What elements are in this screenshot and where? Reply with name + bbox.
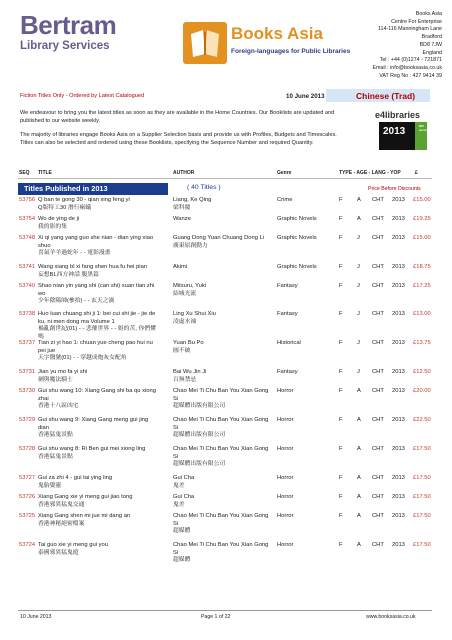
genre: Fantasy: [277, 369, 298, 375]
title-cell: [38, 475, 160, 490]
language: CHT: [372, 264, 384, 270]
type: F: [339, 388, 343, 394]
language: CHT: [372, 235, 384, 241]
type: F: [339, 311, 343, 317]
age: A: [357, 494, 361, 500]
title-chinese: 香港猛鬼景點: [38, 453, 73, 460]
seq-number: 53729: [19, 417, 36, 423]
title-chinese: 香港神秘絕密檔案: [38, 520, 85, 527]
intro-paragraph-1: We endeavour to bring you the latest titles as soon as they are available in the Home Countries. Our Booklists are updated and published to our website weekly.: [20, 110, 335, 124]
price: £13.75: [413, 340, 431, 346]
age: A: [357, 513, 361, 519]
author-cell: [173, 417, 273, 440]
author-romanized: Chao Mei Ti Chu Ban You Xian Gong Si: [173, 513, 269, 527]
col-seq: SEQ: [19, 170, 30, 176]
year-of-publication: 2013: [392, 513, 405, 519]
title-cell: [38, 446, 160, 461]
title-chinese: 鬼胎嬰靈: [38, 482, 62, 489]
address-line: Centre For Enterprise: [391, 18, 442, 25]
title-cell: [38, 197, 160, 212]
address-line: England: [422, 49, 442, 56]
author-romanized: Bai Wu Jin Ji: [173, 369, 207, 375]
price: £22.50: [413, 417, 431, 423]
author-cell: [173, 475, 273, 490]
year-of-publication: 2013: [392, 340, 405, 346]
genre: Horror: [277, 446, 294, 452]
language: CHT: [372, 475, 384, 481]
seq-number: 53756: [19, 197, 36, 203]
title-romanized: Gui shu wang 9: Xiang Gang meng gui jing dian: [38, 417, 149, 431]
author-chinese: 百無禁忌: [173, 376, 197, 383]
price: £17.25: [413, 283, 431, 289]
author-chinese: 鬼差: [173, 501, 185, 508]
genre: Horror: [277, 417, 294, 423]
language: CHT: [372, 311, 384, 317]
type: F: [339, 235, 343, 241]
year-of-publication: 2013: [392, 283, 405, 289]
genre: Horror: [277, 513, 294, 519]
author-romanized: Chao Mei Ti Chu Ban You Xian Gong Si: [173, 388, 269, 402]
title-chinese: Q版特工30 潛行瘋蟻: [38, 204, 92, 211]
author-romanized: Guang Dong Yuan Chuang Dong Li: [173, 235, 265, 241]
age: A: [357, 388, 361, 394]
author-romanized: Liang, Ke Qing: [173, 197, 212, 203]
type: F: [339, 264, 343, 270]
header-divider: [18, 178, 432, 179]
title-chinese: 少年陰陽師(參拾) - - 玄天之渦: [38, 298, 115, 305]
age: A: [357, 197, 361, 203]
year-of-publication: 2013: [392, 311, 405, 317]
booksasia-tagline: Foreign-languages for Public Libraries: [231, 48, 351, 55]
title-cell: [38, 340, 160, 363]
seq-number: 53730: [19, 388, 36, 394]
genre: Crime: [277, 197, 293, 203]
title-romanized: Gui za zhi 4 - gui tai ying ling: [38, 475, 113, 481]
author-cell: [173, 235, 273, 250]
type: F: [339, 417, 343, 423]
title-romanized: Xi qi yang yang guo she nian - dian ying xiao shuo: [38, 235, 154, 249]
author-chinese: 梁科慶: [173, 204, 191, 211]
title-romanized: Gui shu wang 8: Ri Ben gui mei xiong ling: [38, 446, 146, 452]
type: F: [339, 494, 343, 500]
page-number: Page 1 of 22: [201, 614, 231, 620]
footer-date: 10 June 2013: [20, 614, 52, 620]
genre: Historical: [277, 340, 301, 346]
language: CHT: [372, 369, 384, 375]
author-romanized: Gui Cha: [173, 494, 195, 500]
genre: Horror: [277, 494, 294, 500]
address-line: 114-116 Manningham Lane: [377, 26, 442, 33]
age: A: [357, 475, 361, 481]
author-cell: [173, 264, 273, 272]
address-line: VAT Reg No : 427 9414 39: [379, 72, 442, 79]
title-cell: [38, 542, 160, 557]
title-cell: [38, 311, 160, 341]
title-chinese: 喜氣羊羊過蛇年 - - 電影漫畫: [38, 250, 111, 257]
age: J: [357, 340, 360, 346]
title-cell: [38, 264, 160, 279]
bertram-name: Bertram: [20, 10, 117, 40]
type: F: [339, 446, 343, 452]
age: A: [357, 446, 361, 452]
price: £13.00: [413, 311, 431, 317]
booksasia-logo-icon: [183, 22, 227, 64]
title-chinese: 香港邪異猛鬼交通: [38, 501, 85, 508]
author-chinese: 圓不破: [173, 347, 191, 354]
author-romanized: Chao Mei Ti Chu Ban You Xian Gong Si: [173, 446, 269, 460]
year-of-publication: 2013: [392, 475, 405, 481]
title-romanized: Wo de ying de ji: [38, 216, 80, 222]
section-banner: [18, 183, 168, 195]
seq-number: 53738: [19, 311, 36, 317]
age: A: [357, 417, 361, 423]
genre: Graphic Novels: [277, 264, 317, 270]
price: £17.50: [413, 542, 431, 548]
title-romanized: Xiang Gang shen mi jue mi dang an: [38, 513, 131, 519]
col-price: £: [415, 170, 418, 176]
title-chinese: 香港猛鬼景點: [38, 432, 73, 439]
author-chinese: 鬼差: [173, 482, 185, 489]
title-cell: [38, 216, 160, 231]
address-line: Tel : +44 (0)1274 - 721871: [379, 57, 442, 64]
title-chinese: 香港十八區凶宅: [38, 403, 79, 410]
price: £17.50: [413, 513, 431, 519]
bic-accredited: BIC accredited: [419, 124, 435, 132]
col-title: TITLE: [38, 170, 52, 176]
title-cell: [38, 513, 160, 528]
catalogue-language: Chinese (Trad): [356, 91, 416, 101]
author-romanized: Ling Xu Shui Xiu: [173, 311, 216, 317]
price: £19.25: [413, 216, 431, 222]
title-chinese: 我的影的集: [38, 223, 67, 230]
title-romanized: Wang xiang bl xi fang shen hua fu hei pian: [38, 264, 148, 270]
author-chinese: 超媒體出版有限公司: [173, 403, 226, 410]
title-romanized: Gui shu wang 10: Xiang Gang shi ba qu xiong zhai: [38, 388, 156, 402]
author-cell: [173, 446, 273, 469]
age: J: [357, 235, 360, 241]
year-of-publication: 2013: [392, 197, 405, 203]
genre: Horror: [277, 475, 294, 481]
title-romanized: Xiang Gang xie yi meng gui jiao tong: [38, 494, 133, 500]
price: £15.00: [413, 197, 431, 203]
type: F: [339, 513, 343, 519]
language: CHT: [372, 494, 384, 500]
author-chinese: 凌虛水袖: [173, 318, 197, 325]
author-cell: [173, 513, 273, 536]
address-line: Books Asia: [415, 11, 442, 17]
author-cell: [173, 283, 273, 298]
age: J: [357, 369, 360, 375]
author-cell: [173, 216, 273, 224]
seq-number: 53725: [19, 513, 36, 519]
intro-paragraph-2: The majority of libraries engage Books Asia on a Supplier Selection basis and provide us with Profiles, Budgets and Timescales. Titles can also be selected and ordered using these Booklists, specifying the Sequence Number and required Quantity.: [20, 132, 337, 146]
catalogue-date: 10 June 2013: [286, 93, 325, 100]
seq-number: 53741: [19, 264, 36, 270]
genre: Graphic Novels: [277, 216, 317, 222]
price: £20.00: [413, 388, 431, 394]
author-romanized: Yuan Bu Po: [173, 340, 204, 346]
e4libraries-year: 2013: [383, 126, 406, 137]
title-cell: [38, 388, 160, 411]
col-type-age-lang-yop: TYPE - AGE - LANG - YOP: [339, 170, 401, 176]
author-cell: [173, 369, 273, 384]
author-romanized: Wanze: [173, 216, 191, 222]
e4libraries-badge: [375, 110, 435, 150]
author-chinese: 超媒體: [173, 528, 191, 535]
title-romanized: Tai guo xie yi meng gui you: [38, 542, 108, 548]
type: F: [339, 340, 343, 346]
language: CHT: [372, 340, 384, 346]
language: CHT: [372, 542, 384, 548]
bertram-logo: [20, 12, 118, 70]
year-of-publication: 2013: [392, 235, 405, 241]
booksasia-logo: [183, 22, 351, 66]
author-romanized: Chao Mei Ti Chu Ban You Xian Gong Si: [173, 417, 269, 431]
author-romanized: Akimi: [173, 264, 188, 270]
type: F: [339, 283, 343, 289]
author-cell: [173, 340, 273, 355]
author-romanized: Gui Cha: [173, 475, 195, 481]
author-chinese: 超媒體出版有限公司: [173, 461, 226, 468]
price: £15.00: [413, 235, 431, 241]
age: J: [357, 283, 360, 289]
seq-number: 53724: [19, 542, 36, 548]
author-cell: [173, 388, 273, 411]
seq-number: 53737: [19, 340, 36, 346]
type: F: [339, 542, 343, 548]
language: CHT: [372, 417, 384, 423]
address-line: Email : info@booksasia.co.uk: [372, 64, 442, 71]
title-chinese: 妄想BL西方神話 腹黑篇: [38, 271, 99, 278]
price: £18.75: [413, 264, 431, 270]
genre: Fantasy: [277, 283, 298, 289]
year-of-publication: 2013: [392, 417, 405, 423]
seq-number: 53726: [19, 494, 36, 500]
author-chinese: 廣東原創動力: [173, 242, 208, 249]
title-chinese: 禍亂創世紀(01) - - 悲催世界 - - 姐的苦, 你們懂嗎: [38, 326, 156, 340]
price: £17.50: [413, 475, 431, 481]
bertram-subtitle: Library Services: [20, 40, 110, 52]
section-count: ( 40 Titles ): [187, 184, 221, 191]
seq-number: 53754: [19, 216, 36, 222]
age: A: [357, 542, 361, 548]
type: F: [339, 475, 343, 481]
price: £12.50: [413, 369, 431, 375]
section-title: Titles Published in 2013: [24, 184, 108, 193]
seq-number: 53748: [19, 235, 36, 241]
type: F: [339, 369, 343, 375]
col-genre: Genre: [277, 170, 292, 176]
type: F: [339, 216, 343, 222]
genre: Graphic Novels: [277, 235, 317, 241]
seq-number: 53740: [19, 283, 36, 289]
seq-number: 53731: [19, 369, 36, 375]
fiction-order-note: Fiction Titles Only - Ordered by Latest Catalogued: [20, 93, 145, 99]
title-cell: [38, 417, 160, 440]
age: J: [357, 264, 360, 270]
title-romanized: Q ban te gong 30 - qian xing feng yi: [38, 197, 130, 203]
address-line: Bradford: [421, 34, 442, 41]
age: J: [357, 311, 360, 317]
title-romanized: Tian zi yi hao 1: chuan yue cheng pao hui nu pei jue: [38, 340, 153, 354]
address-line: BD8 7JW: [419, 41, 442, 48]
language: CHT: [372, 283, 384, 289]
author-chinese: 結城光流: [173, 290, 197, 297]
author-cell: [173, 494, 273, 509]
title-romanized: Shao nian yin yang shi (can shi) xuan tian zhi wo: [38, 283, 155, 297]
author-chinese: 超媒體: [173, 557, 191, 564]
language: CHT: [372, 216, 384, 222]
year-of-publication: 2013: [392, 216, 405, 222]
genre: Horror: [277, 542, 294, 548]
title-chinese: 泰國邪異猛鬼遊: [38, 549, 79, 556]
seq-number: 53728: [19, 446, 36, 452]
age: A: [357, 216, 361, 222]
language: CHT: [372, 388, 384, 394]
language: CHT: [372, 197, 384, 203]
year-of-publication: 2013: [392, 264, 405, 270]
year-of-publication: 2013: [392, 494, 405, 500]
title-chinese: 劍與魔法騎士: [38, 376, 73, 383]
author-cell: [173, 197, 273, 212]
title-cell: [38, 235, 160, 258]
col-author: AUTHOR: [173, 170, 195, 176]
author-chinese: 超媒體出版有限公司: [173, 432, 226, 439]
author-cell: [173, 311, 273, 326]
author-cell: [173, 542, 273, 565]
year-of-publication: 2013: [392, 388, 405, 394]
price: £17.50: [413, 446, 431, 452]
type: F: [339, 197, 343, 203]
seq-number: 53727: [19, 475, 36, 481]
language: CHT: [372, 446, 384, 452]
title-cell: [38, 494, 160, 509]
e4libraries-text: e4libraries: [375, 110, 421, 120]
price-note: Price Before Discounts: [368, 186, 421, 192]
footer-divider: [18, 610, 432, 611]
year-of-publication: 2013: [392, 369, 405, 375]
price: £17.50: [413, 494, 431, 500]
genre: Fantasy: [277, 311, 298, 317]
title-romanized: Jian yu mo fa yi shi: [38, 369, 88, 375]
booksasia-name: Books Asia: [231, 24, 323, 43]
footer-website: www.booksasia.co.uk: [366, 614, 416, 620]
title-cell: [38, 369, 160, 384]
author-romanized: Chao Mei Ti Chu Ban You Xian Gong Si: [173, 542, 269, 556]
title-romanized: Huo luan chuang shi ji 1: bei cui shi jie - jie de ku, ni men dong ma Volume 1: [38, 311, 156, 325]
language: CHT: [372, 513, 384, 519]
year-of-publication: 2013: [392, 446, 405, 452]
genre: Horror: [277, 388, 294, 394]
address-block: [332, 11, 442, 80]
title-chinese: 天字醫號(01) - - 穿越成炮灰女配角: [38, 355, 127, 362]
year-of-publication: 2013: [392, 542, 405, 548]
author-romanized: Mitsuru, Yuki: [173, 283, 207, 289]
title-cell: [38, 283, 160, 306]
